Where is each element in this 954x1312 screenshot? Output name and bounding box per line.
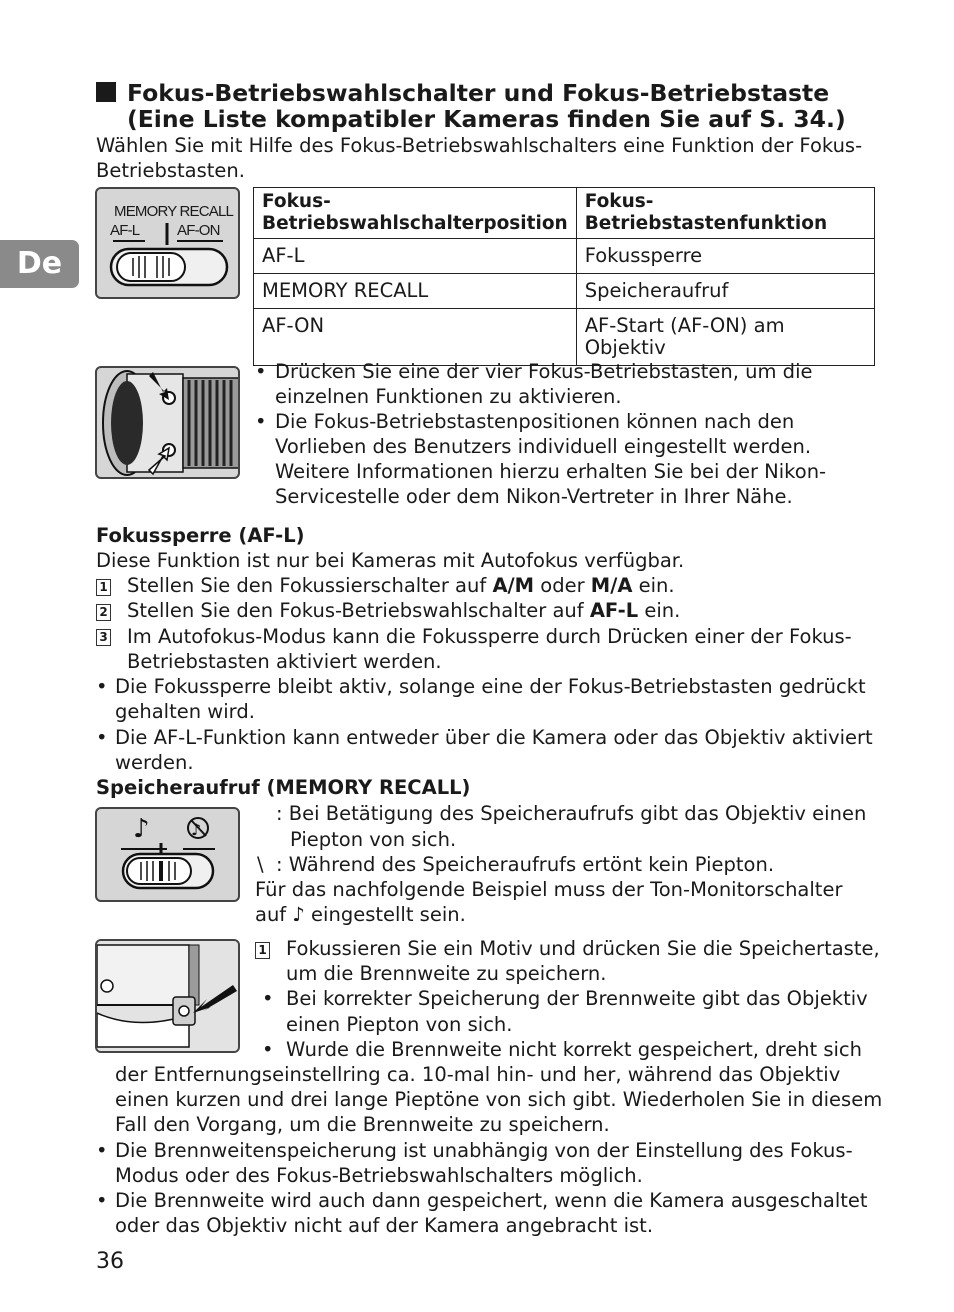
memory-recall-title: Speicheraufruf (MEMORY RECALL) — [96, 776, 471, 799]
mr-line-3: : Während des Speicheraufrufs ertönt kein Piepton. — [276, 853, 775, 876]
bullet-dot: • — [96, 675, 108, 698]
step-number: 1 — [96, 579, 111, 596]
step-text: oder — [534, 574, 591, 597]
step-bold: AF-L — [589, 599, 639, 622]
heading-line-1: Fokus-Betriebswahlschalter und Fokus-Betriebstaste — [127, 79, 830, 107]
mr-bullet-3-line-1: Die Brennweitenspeicherung ist unabhängig von der Einstellung des Fokus- — [115, 1139, 853, 1162]
mr-bullet-3-line-2: Modus oder des Fokus-Betriebswahlschalters möglich. — [115, 1164, 643, 1187]
table-cell: Speicheraufruf — [576, 274, 874, 309]
mr-line-2: Piepton von sich. — [290, 828, 457, 851]
afl-section-title: Fokussperre (AF-L) — [96, 524, 305, 547]
mr-step-1-line-1: Fokussieren Sie ein Motiv und drücken Sie die Speichertaste, — [286, 937, 880, 960]
table-row — [254, 274, 875, 309]
bullet-text: Servicestelle oder dem Nikon-Vertreter in Ihrer Nähe. — [275, 485, 793, 508]
lens-memory-button-icon — [97, 941, 238, 1051]
bullet-text: einzelnen Funktionen zu aktivieren. — [275, 385, 622, 408]
intro-line-1: Wählen Sie mit Hilfe des Fokus-Betriebswahlschalters eine Funktion der Fokus- — [96, 134, 863, 157]
header-line: Betriebstastenfunktion — [584, 213, 828, 234]
table-header-row — [254, 188, 875, 239]
switch-label-memory-recall: MEMORY RECALL — [114, 203, 234, 220]
mr-line-4: Für das nachfolgende Beispiel muss der Ton-Monitorschalter — [255, 878, 843, 901]
memory-button-figure — [95, 939, 240, 1053]
lens-focus-buttons-figure — [95, 366, 240, 479]
afl-step-1 — [127, 573, 675, 598]
switch-label-afl: AF-L — [110, 222, 140, 239]
lens-icon — [97, 368, 238, 477]
afl-bullet-text: gehalten wird. — [115, 700, 255, 723]
bullet-dot: • — [96, 1139, 108, 1162]
bullet-text: Die Fokus-Betriebstastenpositionen können nach den — [275, 410, 795, 433]
step-bold: A/M — [492, 574, 535, 597]
language-tab: De — [0, 240, 79, 288]
intro-line-2: Betriebstasten. — [96, 159, 245, 182]
slide-switch-icon — [97, 189, 238, 297]
afl-bullet-text: Die AF-L-Funktion kann entweder über die Kamera oder das Objektiv aktiviert — [115, 726, 873, 749]
mr-bullet-1-line-2: einen Piepton von sich. — [286, 1013, 513, 1036]
bullet-text: Drücken Sie eine der vier Fokus-Betriebstasten, um die — [275, 360, 813, 383]
bullet-text: Weitere Informationen hierzu erhalten Sie bei der Nikon- — [275, 460, 827, 483]
switch-label-afon: AF-ON — [177, 222, 220, 239]
table-cell: AF-Start (AF-ON) am Objektiv — [576, 309, 874, 366]
step-text: Stellen Sie den Fokussierschalter auf — [127, 574, 493, 597]
table-cell: AF-ON — [254, 309, 577, 366]
bullet-dot: • — [255, 410, 267, 433]
mr-line-5 — [255, 902, 466, 927]
afl-step-3-line-1: Im Autofokus-Modus kann die Fokussperre durch Drücken einer der Fokus- — [127, 625, 852, 648]
table-row — [254, 239, 875, 274]
afl-intro: Diese Funktion ist nur bei Kameras mit Autofokus verfügbar. — [96, 549, 685, 572]
step-text: Stellen Sie den Fokus-Betriebswahlschalter auf — [127, 599, 590, 622]
heading-line-2: (Eine Liste kompatibler Kameras finden Sie auf S. 34.) — [127, 105, 846, 133]
table-cell: AF-L — [254, 239, 577, 274]
step-number: 1 — [255, 942, 270, 959]
note-icon: ♪ — [292, 903, 305, 926]
beep-switch-icon — [97, 809, 238, 900]
heading-square-bullet — [96, 82, 116, 102]
header-line: Fokus- — [584, 191, 654, 212]
table-cell: Fokussperre — [576, 239, 874, 274]
step-number: 3 — [96, 629, 111, 646]
focus-mode-switch-figure — [95, 187, 240, 299]
step-text: ein. — [632, 574, 675, 597]
afl-step-3-line-2: Betriebstasten aktiviert werden. — [127, 650, 442, 673]
beep-switch-figure — [95, 807, 240, 902]
bullet-dot: • — [262, 1038, 274, 1061]
table-header-cell — [254, 188, 577, 239]
bullet-text: Vorlieben des Benutzers individuell eingestellt werden. — [275, 435, 812, 458]
focus-mode-table — [253, 187, 875, 366]
mr-bullet-1-line-1: Bei korrekter Speicherung der Brennweite gibt das Objektiv — [286, 987, 868, 1010]
mr-step-1-line-2: um die Brennweite zu speichern. — [286, 962, 607, 985]
afl-step-2 — [127, 598, 680, 623]
svg-text:♪: ♪ — [191, 820, 202, 839]
bullet-dot: • — [255, 360, 267, 383]
step-number: 2 — [96, 604, 111, 621]
mr-bullet-2-line-3: einen kurzen und drei lange Pieptöne von sich gibt. Wiederholen Sie in diesem — [115, 1088, 883, 1111]
mr-bullet-2-line-2: der Entfernungseinstellring ca. 10-mal hin- und her, während das Objektiv — [115, 1063, 841, 1086]
bullet-dot: • — [96, 1189, 108, 1212]
table-cell: MEMORY RECALL — [254, 274, 577, 309]
bullet-dot: • — [96, 726, 108, 749]
mr-bullet-4-line-1: Die Brennweite wird auch dann gespeichert, wenn die Kamera ausgeschaltet — [115, 1189, 868, 1212]
header-line: Betriebswahlschalterposition — [262, 213, 568, 234]
mr-line-5-pre: auf — [255, 903, 287, 926]
mr-bullet-4-line-2: oder das Objektiv nicht auf der Kamera angebracht ist. — [115, 1214, 654, 1237]
mr-bullet-2-line-4: Fall den Vorgang, um die Brennweite zu speichern. — [115, 1113, 610, 1136]
page-number: 36 — [96, 1249, 124, 1274]
step-text: ein. — [638, 599, 681, 622]
mr-bullet-2-line-1: Wurde die Brennweite nicht korrekt gespeichert, dreht sich — [286, 1038, 862, 1061]
step-bold: M/A — [590, 574, 633, 597]
table-row — [254, 309, 875, 366]
afl-bullet-text: werden. — [115, 751, 194, 774]
table-header-cell — [576, 188, 874, 239]
mr-line-1: : Bei Betätigung des Speicheraufrufs gibt das Objektiv einen — [276, 802, 867, 825]
mr-line-5-post: eingestellt sein. — [304, 903, 466, 926]
afl-bullet-text: Die Fokussperre bleibt aktiv, solange eine der Fokus-Betriebstasten gedrückt — [115, 675, 866, 698]
no-beep-symbol: \ — [257, 853, 264, 876]
header-line: Fokus- — [262, 191, 331, 212]
svg-text:♪: ♪ — [133, 814, 150, 844]
bullet-dot: • — [262, 987, 274, 1010]
